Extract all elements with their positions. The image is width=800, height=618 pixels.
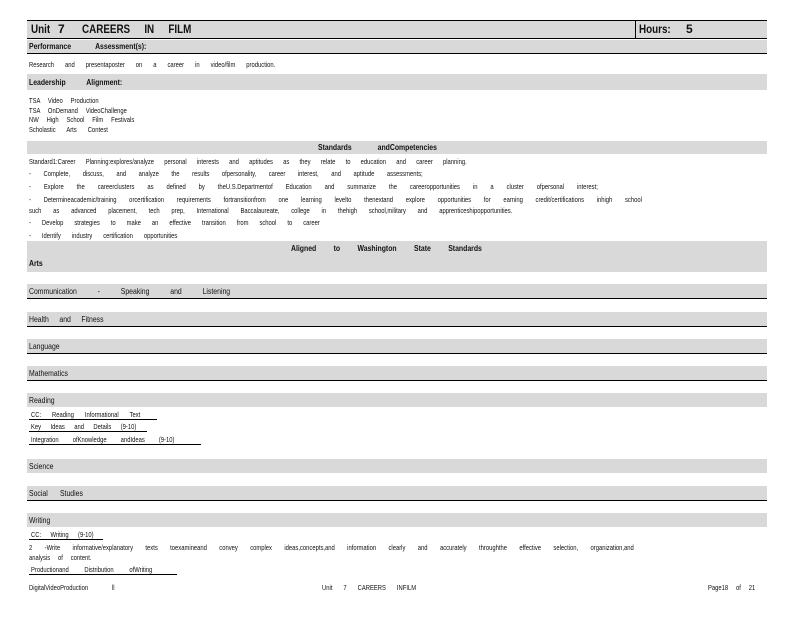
writing-line: analysis of content. bbox=[29, 553, 92, 562]
leadership-line: TSA Video Production bbox=[29, 96, 99, 105]
leadership-line: TSA OnDemand VideoChallenge bbox=[29, 106, 127, 115]
footer-mark: ll bbox=[112, 583, 115, 592]
leadership-line: NW High School Film Festivals bbox=[29, 115, 135, 124]
writing-underline bbox=[29, 539, 103, 540]
social-rule bbox=[27, 500, 767, 501]
section-health: Health and Fitness bbox=[29, 315, 104, 324]
health-band bbox=[27, 312, 767, 326]
language-band bbox=[27, 339, 767, 353]
standards-line: Standard1:Career Planning:explores/analyze personal interests and aptitudes as they relate to education and career planning. bbox=[29, 157, 467, 166]
standards-heading: Standards andCompetencies bbox=[318, 143, 437, 152]
performance-rule bbox=[27, 53, 767, 54]
reading-underline bbox=[29, 419, 157, 420]
hours-label: Hours: bbox=[639, 22, 671, 36]
standards-line: such as advanced placement, tech prep, International Baccalaureate, college in thehigh school,military and apprenticeshipopportunities. bbox=[29, 206, 513, 215]
section-language: Language bbox=[29, 342, 60, 351]
writing-line: Productionand Distribution ofWriting bbox=[31, 565, 153, 574]
standards-line: - Develop strategies to make an effective transition from school to career bbox=[29, 218, 320, 227]
mathematics-rule bbox=[27, 380, 767, 381]
health-rule bbox=[27, 326, 767, 327]
footer-course: DigitalVideoProduction bbox=[29, 583, 89, 592]
reading-underline bbox=[29, 431, 147, 432]
standards-line: - Complete, discuss, and analyze the results ofpersonality, career interest, and aptitude assessments; bbox=[29, 169, 423, 178]
writing-line: CC: Writing (9-10) bbox=[31, 530, 94, 539]
communication-rule bbox=[27, 298, 767, 299]
reading-line: CC: Reading Informational Text bbox=[31, 410, 141, 419]
reading-line: Key Ideas and Details (9-10) bbox=[31, 422, 137, 431]
unit-title: CAREERS IN FILM bbox=[82, 22, 192, 36]
section-reading: Reading bbox=[29, 396, 55, 405]
section-writing: Writing bbox=[29, 516, 51, 525]
writing-underline bbox=[29, 574, 177, 575]
leadership-line: Scholastic Arts Contest bbox=[29, 125, 108, 134]
standards-line: - Identify industry certification opportunities bbox=[29, 231, 178, 240]
writing-band bbox=[27, 513, 767, 527]
section-communication: Communication - Speaking and Listening bbox=[29, 287, 231, 296]
hours-value: 5 bbox=[686, 22, 693, 36]
hours-divider bbox=[635, 20, 636, 38]
writing-line: 2 -Write informative/explanatory texts toexamineand convey complex ideas,concepts,and information clearly and accurately throughthe effective selection, organization,and bbox=[29, 543, 634, 552]
reading-underline bbox=[29, 444, 201, 445]
social-band bbox=[27, 486, 767, 500]
standards-line: - Determineacademic/training orcertification requirements fortransitionfrom one learning levelto thenextand explore opportunities for earning credit/certifications inhigh school bbox=[29, 195, 642, 204]
leadership-band bbox=[27, 74, 767, 90]
performance-label: Performance Assessment(s): bbox=[29, 42, 147, 51]
reading-band bbox=[27, 393, 767, 407]
aligned-heading: Aligned to Washington State Standards bbox=[291, 244, 482, 253]
science-band bbox=[27, 459, 767, 473]
reading-line: Integration ofKnowledge andIdeas (9-10) bbox=[31, 435, 175, 444]
footer-unit: Unit 7 CAREERS INFILM bbox=[322, 583, 417, 592]
language-rule bbox=[27, 353, 767, 354]
section-arts: Arts bbox=[29, 259, 43, 268]
unit-label: Unit bbox=[31, 22, 51, 36]
mathematics-band bbox=[27, 366, 767, 380]
leadership-label: Leadership Alignment: bbox=[29, 78, 123, 87]
section-science: Science bbox=[29, 462, 54, 471]
section-social: Social Studies bbox=[29, 489, 83, 498]
unit-number: 7 bbox=[58, 22, 65, 36]
performance-text: Research and presentaposter on a career in video/film production. bbox=[29, 60, 276, 69]
footer-page: Page18 of 21 bbox=[708, 583, 756, 592]
standards-line: - Explore the careerclusters as defined by theU.S.Departmentof Education and summarize the careeropportunities in a cluster ofpersonal interest; bbox=[29, 182, 598, 191]
section-mathematics: Mathematics bbox=[29, 369, 69, 378]
